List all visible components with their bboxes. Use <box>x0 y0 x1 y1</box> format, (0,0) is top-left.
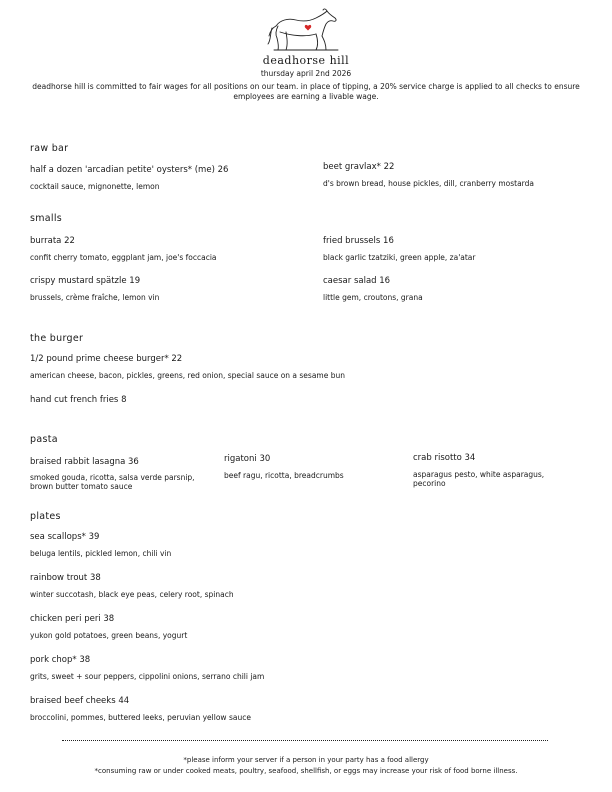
menu-item-description: cocktail sauce, mignonette, lemon <box>30 182 160 191</box>
section-title-raw-bar: raw bar <box>30 143 69 154</box>
menu-item-description: asparagus pesto, white asparagus, pecorino <box>413 470 545 488</box>
dotted-divider <box>62 740 548 741</box>
allergy-notice: *please inform your server if a person in your party has a food allergy <box>183 756 429 764</box>
menu-item-name: rigatoni 30 <box>224 454 271 464</box>
menu-item-description: smoked gouda, ricotta, salsa verde parsnip, brown butter tomato sauce <box>30 473 195 491</box>
section-title-burger: the burger <box>30 333 84 344</box>
menu-item-description: broccolini, pommes, buttered leeks, peruvian yellow sauce <box>30 713 251 722</box>
menu-item-name: chicken peri peri 38 <box>30 614 115 624</box>
menu-item-name: caesar salad 16 <box>323 276 391 286</box>
menu-item-description: beluga lentils, pickled lemon, chili vin <box>30 549 172 558</box>
section-title-pasta: pasta <box>30 434 58 445</box>
menu-item-name: half a dozen 'arcadian petite' oysters* (me) 26 <box>30 165 229 175</box>
horse-icon <box>266 6 346 54</box>
service-charge-notice: deadhorse hill is committed to fair wages for all positions on our team. in place of tipping, a 20% service charge is applied to all checks to ensure employees are earning a livable wage. <box>32 82 580 101</box>
menu-item-description: little gem, croutons, grana <box>323 293 423 302</box>
restaurant-name: deadhorse hill <box>262 54 350 67</box>
menu-item-description: d's brown bread, house pickles, dill, cranberry mostarda <box>323 179 534 188</box>
section-title-plates: plates <box>30 511 61 522</box>
menu-item-name: braised beef cheeks 44 <box>30 696 130 706</box>
menu-item-name: crispy mustard spätzle 19 <box>30 276 141 286</box>
menu-item-name: sea scallops* 39 <box>30 532 100 542</box>
menu-item-name: fried brussels 16 <box>323 236 394 246</box>
menu-item-name: rainbow trout 38 <box>30 573 101 583</box>
menu-item-name: beet gravlax* 22 <box>323 162 395 172</box>
menu-date: thursday april 2nd 2026 <box>260 69 352 78</box>
menu-item-description: black garlic tzatziki, green apple, za'atar <box>323 253 476 262</box>
menu-item-description: confit cherry tomato, eggplant jam, joe's foccacia <box>30 253 217 262</box>
menu-item-name: pork chop* 38 <box>30 655 91 665</box>
horse-logo <box>266 6 346 54</box>
menu-item-description: grits, sweet + sour peppers, cippolini onions, serrano chili jam <box>30 672 265 681</box>
menu-item-name: crab risotto 34 <box>413 453 476 463</box>
menu-item-name: 1/2 pound prime cheese burger* 22 <box>30 354 183 364</box>
section-title-smalls: smalls <box>30 213 63 224</box>
menu-item-description: winter succotash, black eye peas, celery root, spinach <box>30 590 234 599</box>
menu-item-description: beef ragu, ricotta, breadcrumbs <box>224 471 344 480</box>
menu-item-description: american cheese, bacon, pickles, greens, red onion, special sauce on a sesame bun <box>30 371 345 380</box>
menu-item-name: braised rabbit lasagna 36 <box>30 457 139 467</box>
consumption-advisory: *consuming raw or under cooked meats, poultry, seafood, shellfish, or eggs may increase your risk of food borne illness. <box>94 767 518 775</box>
menu-item-description: brussels, crème fraîche, lemon vin <box>30 293 160 302</box>
menu-item-name: hand cut french fries 8 <box>30 395 127 405</box>
menu-item-name: burrata 22 <box>30 236 75 246</box>
menu-item-description: yukon gold potatoes, green beans, yogurt <box>30 631 188 640</box>
